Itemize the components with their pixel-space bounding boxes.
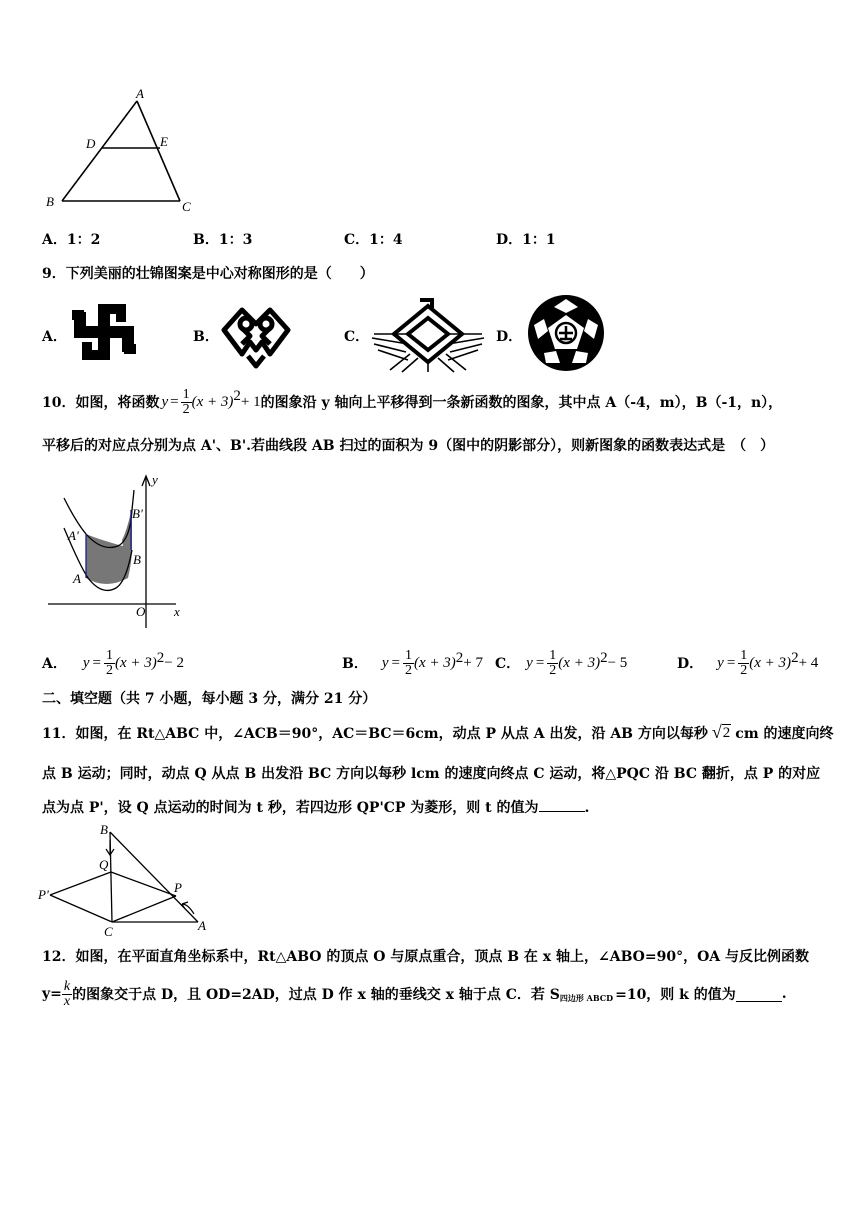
q10-stem-line2: 平移后的对应点分别为点 A'、B'.若曲线段 AB 扫过的面积为 9（图中的阴影部分），则新图象的函数表达式是 （ ）: [42, 438, 775, 454]
option-tail: + 7: [463, 654, 483, 671]
q9-option-c-key[interactable]: C．: [344, 329, 370, 345]
q10-stem-text-a: 的图象沿 y 轴向上平移得到一条新函数的图象，其中点 A（-4，m），B（-1，n），: [260, 395, 783, 411]
q11-line1: [42, 722, 834, 743]
q11-line2: 点 B 运动；同时，动点 Q 从点 B 出发沿 BC 方向以每秒 lcm 的速度向终点 C 运动，将△PQC 沿 BC 翻折，点 P 的对应: [42, 766, 821, 782]
q12-text-a: 的图象交于点 D，且 OD=2AD，过点 D 作 x 轴的垂线交 x 轴于点 C．若 S: [72, 987, 560, 1003]
q9-stem: 9．下列美丽的壮锦图案是中心对称图形的是（ ）: [42, 266, 374, 282]
q12-subscript: 四边形 ABCD: [559, 993, 614, 1003]
label-o: O: [136, 604, 146, 619]
q8-option-c[interactable]: [344, 229, 403, 249]
option-lhs: y: [717, 654, 724, 671]
label-y: y: [152, 472, 158, 487]
q12-line1: 12．如图，在平面直角坐标系中，Rt△ABO 的顶点 O 与原点重合，顶点 B 在 x 轴上，∠ABO=90°，OA 与反比例函数: [42, 949, 810, 965]
label-c: C: [104, 924, 113, 938]
q10-option-b[interactable]: [342, 643, 483, 683]
sqrt-radicand: 2: [722, 724, 731, 741]
q10-option-c[interactable]: [495, 643, 627, 683]
fraction-numerator: 1: [740, 647, 748, 663]
label-p-prime: P': [38, 887, 49, 902]
edge-p1c: [50, 895, 112, 922]
q11-text-b: cm 的速度向终: [735, 725, 834, 742]
label-b-prime: B': [132, 506, 143, 521]
option-key: C．: [344, 232, 370, 248]
q10-option-a[interactable]: [42, 643, 184, 683]
diamond-loop-pattern-icon: [218, 296, 294, 372]
q12-text-end: .: [781, 986, 787, 1002]
q11-rhombus-figure: [38, 822, 214, 938]
q10-option-d[interactable]: [677, 643, 818, 683]
fraction-numerator: 1: [106, 647, 114, 663]
label-a: A: [198, 918, 206, 933]
q8-option-b[interactable]: [193, 229, 252, 249]
fraction-numerator: 1: [404, 647, 412, 663]
option-text: 1：2: [66, 232, 101, 248]
option-key: A．: [42, 656, 67, 672]
option-lhs: y: [381, 654, 389, 671]
q11-text-c: 点为点 P'，设 Q 点运动的时间为 t 秒，若四边形 QP'CP 为菱形，则 t 的值为: [42, 800, 539, 816]
label-a-prime: A': [68, 528, 79, 543]
equals-sign: =: [92, 654, 102, 671]
q10-lead: 10．如图，将函数: [42, 395, 160, 411]
label-b: B: [100, 822, 108, 837]
option-fraction: [104, 649, 115, 678]
equals-sign: =: [391, 654, 400, 671]
q8-option-a[interactable]: [42, 229, 100, 249]
edge-qp1: [50, 872, 111, 895]
option-exponent: 2: [600, 650, 608, 666]
label-b: B: [133, 552, 141, 567]
option-key: C．: [495, 656, 521, 672]
option-lhs: y: [82, 654, 90, 671]
option-text: 1：1: [522, 232, 556, 248]
option-fraction: [547, 649, 558, 678]
option-text: 1：3: [218, 232, 253, 248]
fraction-denominator: x: [63, 993, 71, 1009]
q12-line2: [42, 972, 787, 1016]
fraction-numerator: k: [63, 978, 71, 994]
option-tail: − 2: [164, 654, 185, 671]
label-e: E: [160, 134, 168, 149]
option-exponent: 2: [156, 650, 165, 666]
label-p: P: [174, 880, 182, 895]
option-fraction: [403, 649, 414, 678]
q10-stem-line1: [42, 380, 782, 424]
q10-eq-tail: + 1: [240, 393, 261, 410]
option-key: D．: [496, 232, 523, 248]
label-a: A: [136, 86, 144, 101]
q10-eq-y: y: [161, 393, 169, 410]
label-x: x: [174, 604, 180, 619]
q9-option-b-key[interactable]: B．: [193, 329, 219, 345]
q10-eq-fraction: [181, 388, 192, 417]
q9-option-a-key[interactable]: A．: [42, 329, 67, 345]
option-key: B．: [193, 232, 219, 248]
option-text: 1：4: [369, 232, 403, 248]
label-c: C: [182, 199, 191, 214]
option-tail: + 4: [798, 654, 819, 671]
equals-sign: =: [535, 654, 545, 671]
option-body: (x + 3): [115, 654, 157, 671]
q12-fraction: [62, 980, 72, 1009]
label-b: B: [46, 194, 54, 209]
q12-text-b: =10，则 k 的值为: [615, 987, 736, 1003]
fraction-numerator: 1: [549, 647, 557, 663]
woven-square-pattern-icon: [370, 294, 486, 374]
q9-option-d-key[interactable]: D．: [496, 329, 523, 345]
fraction-denominator: 2: [740, 662, 748, 678]
option-exponent: 2: [455, 650, 464, 666]
q10-parabola-figure: [40, 470, 200, 630]
option-tail: − 5: [607, 654, 628, 671]
arrow-down-icon: [106, 840, 114, 855]
q10-eq-equals: =: [170, 393, 179, 410]
section-heading: 二、填空题（共 7 小题，每小题 3 分，满分 21 分）: [42, 691, 377, 707]
q11-text-end: .: [584, 800, 590, 816]
fraction-denominator: 2: [182, 401, 190, 417]
equals-sign: =: [726, 654, 736, 671]
label-q: Q: [99, 857, 109, 872]
circle-pentagon-pattern-icon: [526, 293, 606, 373]
edge-qp: [111, 872, 176, 896]
edge-ac: [137, 101, 180, 201]
answer-blank[interactable]: [539, 797, 585, 812]
edge-ab: [62, 101, 137, 201]
q11-text-a: 11．如图，在 Rt△ABC 中，∠ACB＝90°，AC＝BC＝6cm，动点 P 从点 A 出发，沿 AB 方向以每秒: [42, 725, 708, 742]
option-exponent: 2: [791, 650, 799, 666]
edge-pc: [112, 896, 176, 922]
label-a: A: [73, 571, 81, 586]
option-body: (x + 3): [558, 654, 601, 671]
q8-option-d[interactable]: [496, 229, 556, 249]
option-key: A．: [42, 232, 67, 248]
label-d: D: [86, 136, 96, 151]
q10-eq-exponent: 2: [233, 388, 241, 404]
option-fraction: [738, 649, 749, 678]
fraction-numerator: 1: [182, 386, 190, 402]
sqrt-icon: √: [711, 722, 722, 742]
q12-y-equals: y=: [42, 986, 62, 1002]
fraction-denominator: 2: [404, 662, 412, 678]
option-key: D．: [677, 656, 704, 672]
option-body: (x + 3): [749, 654, 792, 671]
q11-line3: [42, 797, 589, 817]
option-key: B．: [342, 656, 368, 672]
answer-blank[interactable]: [736, 987, 782, 1002]
swastika-pattern-icon: [68, 300, 140, 364]
fraction-denominator: 2: [549, 662, 557, 678]
q10-eq-body: (x + 3): [191, 393, 234, 410]
option-lhs: y: [526, 654, 533, 671]
option-body: (x + 3): [413, 654, 456, 671]
q8-triangle-figure: [40, 84, 210, 214]
fraction-denominator: 2: [106, 662, 114, 678]
